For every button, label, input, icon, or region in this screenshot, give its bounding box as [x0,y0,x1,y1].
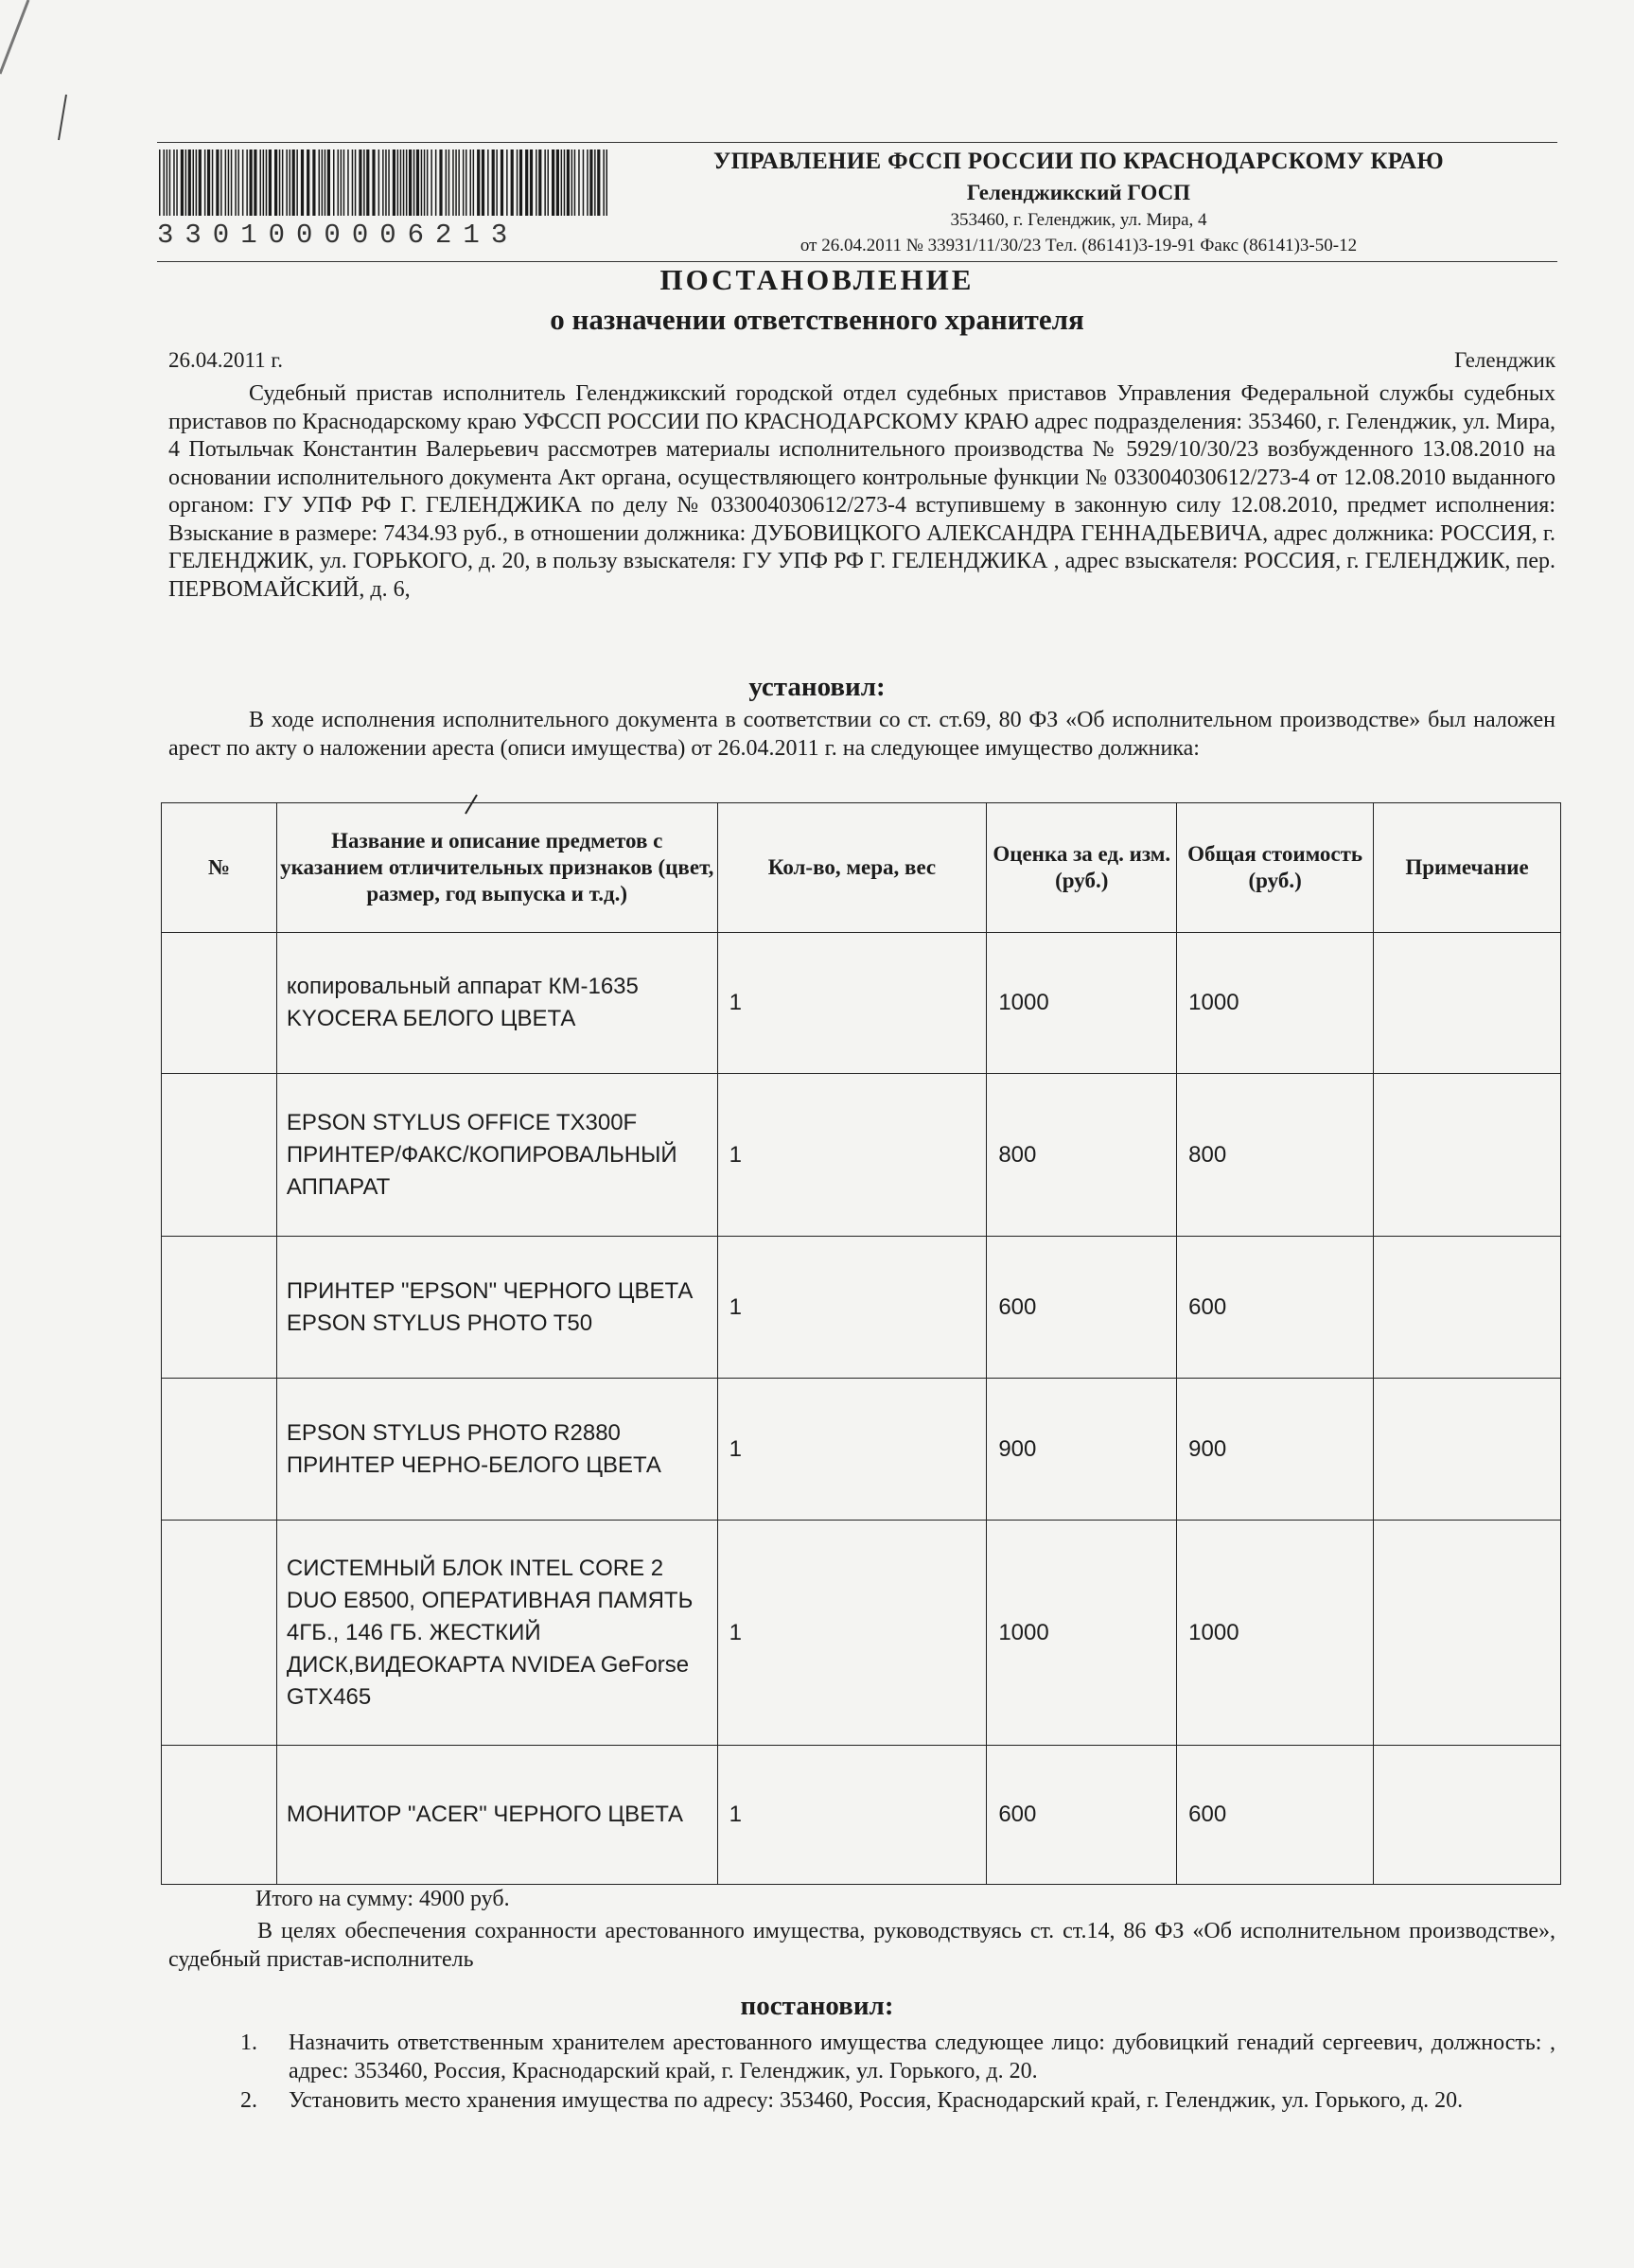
cell-total: 900 [1177,1379,1374,1521]
cell-number [162,1074,277,1237]
table-row [162,1521,1561,1746]
cell-note [1374,1237,1561,1379]
seized-property-table [161,802,1561,1885]
list-item [168,2030,1555,2085]
column-header-quantity: Кол-во, мера, вес [717,803,987,933]
page-corner-mark [0,0,114,151]
document-city: Геленджик [1454,348,1555,372]
cell-note [1374,1521,1561,1746]
cell-total: 600 [1177,1237,1374,1379]
cell-quantity: 1 [717,1074,987,1237]
organization-name: УПРАВЛЕНИЕ ФССП РОССИИ ПО КРАСНОДАРСКОМУ КРАЮ [713,149,1444,174]
table-row [162,1237,1561,1379]
list-item [168,2087,1555,2116]
list-item-number: 1. [240,2031,257,2055]
date-line [168,348,1555,373]
heading-resolved: постановил: [740,1991,894,2021]
table-row [162,933,1561,1074]
cell-name: EPSON STYLUS OFFICE TX300F ПРИНТЕР/ФАКС/КОПИРОВАЛЬНЫЙ АППАРАТ [276,1074,717,1237]
cell-number [162,1746,277,1885]
cell-name: СИСТЕМНЫЙ БЛОК INTEL CORE 2 DUO E8500, ОПЕРАТИВНАЯ ПАМЯТЬ 4ГБ., 146 ГБ. ЖЕСТКИЙ ДИСК,ВИДЕОКАРТА NVIDEA GeForse GTX465 [276,1521,717,1746]
cell-quantity: 1 [717,1746,987,1885]
cell-note [1374,1379,1561,1521]
cell-name: ПРИНТЕР "EPSON" ЧЕРНОГО ЦВЕТА EPSON STYLUS PHOTO T50 [276,1237,717,1379]
cell-quantity: 1 [717,1521,987,1746]
custody-paragraph: В целях обеспечения сохранности арестованного имущества, руководствуясь ст. ст.14, 86 ФЗ «Об исполнительном производстве», судебный пристав-исполнитель [168,1919,1555,1972]
column-header-name: Название и описание предметов с указанием отличительных признаков (цвет, размер, год выпуска и т.д.) [276,803,717,933]
intro-paragraph: Судебный пристав исполнитель Геленджикский городской отдел судебных приставов Управления Федеральной службы судебных приставов по Краснодарскому краю УФССП РОССИИ ПО КРАСНОДАРСКОМУ КРАЮ адрес подразделения: 353460, г. Геленджик, ул. Мира, 4 Потыльчак Константин Валерьевич рассмотрев материалы исполнительного производства № 5929/10/30/23 возбужденного 13.08.2010 на основании исполнительного документа Акт органа, осуществляющего контрольные функции № 033004030612/273-4 от 12.08.2010 выданного органом: ГУ УПФ РФ Г. ГЕЛЕНДЖИКА по делу № 033004030612/273-4 вступившему в законную силу 12.08.2010, предмет исполнения: Взыскание в размере: 7434.93 руб., в отношении должника: ДУБОВИЦКОГО АЛЕКСАНДРА ГЕННАДЬЕВИЧА, адрес должника: РОССИЯ, г. ГЕЛЕНДЖИК, ул. ГОРЬКОГО, д. 20, в пользу взыскателя: ГУ УПФ РФ Г. ГЕЛЕНДЖИКА , адрес взыскателя: РОССИЯ, г. ГЕЛЕНДЖИК, пер. ПЕРВОМАЙСКИЙ, д. 6, [168,381,1555,602]
department-address: 353460, г. Геленджик, ул. Мира, 4 [950,210,1207,230]
table-row [162,1746,1561,1885]
header-bottom-rule [157,261,1557,262]
pen-mark [462,793,481,816]
cell-quantity: 1 [717,933,987,1074]
document-title: ПОСТАНОВЛЕНИЕ [659,263,975,296]
list-item-text: Установить место хранения имущества по адресу: 353460, Россия, Краснодарский край, г. Геленджик, ул. Горького, д. 20. [289,2088,1464,2113]
table-header-row [162,803,1561,933]
table-row [162,1379,1561,1521]
cell-name: копировальный аппарат КМ-1635 KYOCERA БЕЛОГО ЦВЕТА [276,933,717,1074]
cell-note [1374,1746,1561,1885]
cell-unit-price: 1000 [987,933,1177,1074]
cell-total: 600 [1177,1746,1374,1885]
cell-number [162,933,277,1074]
cell-unit-price: 1000 [987,1521,1177,1746]
cell-unit-price: 900 [987,1379,1177,1521]
cell-unit-price: 800 [987,1074,1177,1237]
cell-number [162,1237,277,1379]
decision-list [168,2030,1555,2118]
cell-total: 1000 [1177,933,1374,1074]
seizure-paragraph: В ходе исполнения исполнительного документа в соответствии со ст. ст.69, 80 ФЗ «Об исполнительном производстве» был наложен арест по акту о наложении ареста (описи имущества) от 26.04.2011 г. на следующее имущество должника: [168,708,1555,761]
cell-number [162,1521,277,1746]
table-row [162,1074,1561,1237]
column-header-note: Примечание [1374,803,1561,933]
document-subtitle: о назначении ответственного хранителя [550,303,1084,336]
cell-quantity: 1 [717,1379,987,1521]
cell-note [1374,1074,1561,1237]
list-item-number: 2. [240,2088,257,2113]
cell-note [1374,933,1561,1074]
department-name: Геленджикский ГОСП [966,181,1191,204]
cell-unit-price: 600 [987,1237,1177,1379]
cell-unit-price: 600 [987,1746,1177,1885]
column-header-number: № [162,803,277,933]
document-date: 26.04.2011 г. [168,348,283,372]
organization-header [653,149,1504,256]
list-item-text: Назначить ответственным хранителем арестованного имущества следующее лицо: дубовицкий генадий сергеевич, должность: , адрес: 353460, Россия, Краснодарский край, г. Геленджик, ул. Горького, д. 20. [289,2031,1555,2083]
total-sum: Итого на сумму: 4900 руб. [255,1887,510,1911]
barcode-digits: 3301000006213 [157,220,519,251]
column-header-total: Общая стоимость (руб.) [1177,803,1374,933]
cell-name: EPSON STYLUS PHOTO R2880 ПРИНТЕР ЧЕРНО-БЕЛОГО ЦВЕТА [276,1379,717,1521]
heading-established: установил: [748,672,886,702]
cell-quantity: 1 [717,1237,987,1379]
cell-number [162,1379,277,1521]
header-top-rule [157,142,1557,143]
column-header-unit-price: Оценка за ед. изм. (руб.) [987,803,1177,933]
cell-total: 800 [1177,1074,1374,1237]
barcode [157,149,619,251]
barcode-bars [157,149,611,216]
cell-total: 1000 [1177,1521,1374,1746]
document-reference: от 26.04.2011 № 33931/11/30/23 Тел. (86141)3-19-91 Факс (86141)3-50-12 [799,236,1358,255]
cell-name: МОНИТОР "ACER" ЧЕРНОГО ЦВЕТА [276,1746,717,1885]
